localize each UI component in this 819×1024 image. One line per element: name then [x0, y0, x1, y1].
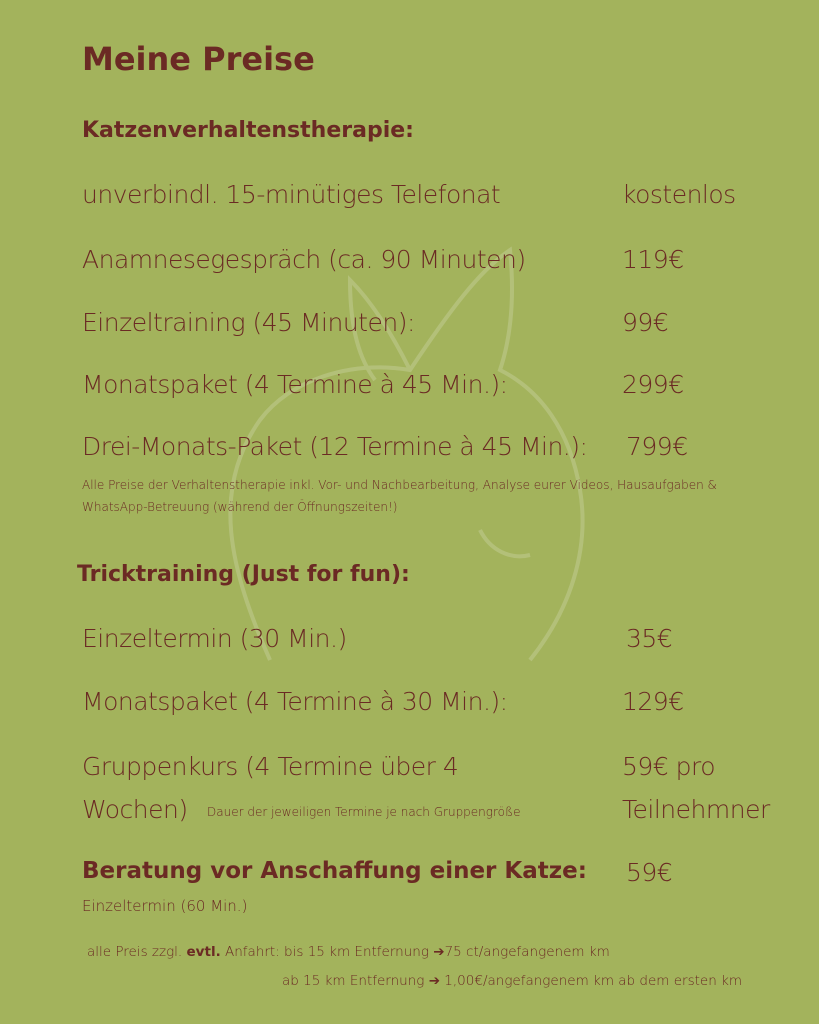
- item-price: 35€: [626, 624, 673, 653]
- arrow-right-icon: ➔: [433, 944, 445, 960]
- item-price: 99€: [622, 308, 669, 337]
- item-price: 129€: [622, 687, 684, 716]
- item-label: Einzeltraining (45 Minuten):: [82, 308, 415, 337]
- travel-prefix: alle Preis zzgl.: [87, 944, 183, 960]
- item-price: 59€ pro: [622, 752, 716, 781]
- arrow-right-icon: ➔: [428, 973, 440, 989]
- item-price: 299€: [622, 370, 684, 399]
- travel-rate: 75 ct/angefangenem km: [444, 944, 610, 960]
- travel-rest: Anfahrt: bis 15 km Entfernung: [225, 944, 429, 960]
- beratung-price: 59€: [626, 858, 673, 887]
- travel-far-rate: 1,00€/angefangenem km ab dem ersten km: [444, 973, 743, 989]
- item-label: Monatspaket (4 Termine à 30 Min.):: [82, 687, 508, 716]
- item-label: Anamnesegespräch (ca. 90 Minuten): [82, 245, 526, 274]
- beratung-sub: Einzeltermin (60 Min.): [82, 897, 248, 915]
- page-title: Meine Preise: [82, 40, 315, 78]
- item-price: 799€: [626, 432, 688, 461]
- item-label: Einzeltermin (30 Min.): [82, 624, 347, 653]
- item-price: kostenlos: [622, 180, 736, 209]
- section-heading-verhaltenstherapie: Katzenverhaltenstherapie:: [82, 118, 414, 143]
- item-label: unverbindl. 15-minütiges Telefonat: [82, 180, 501, 209]
- section-heading-tricktraining: Tricktraining (Just for fun):: [77, 562, 410, 587]
- item-label: Drei-Monats-Paket (12 Termine à 45 Min.):: [82, 432, 588, 461]
- travel-far: ab 15 km Entfernung: [282, 973, 425, 989]
- group-size-note: Dauer der jeweiligen Termine je nach Gruppengröße: [207, 805, 521, 819]
- item-label: Monatspaket (4 Termine à 45 Min.):: [82, 370, 508, 399]
- therapy-note: Alle Preise der Verhaltenstherapie inkl. Vor- und Nachbearbeitung, Analyse eurer Videos, Hausaufgaben & WhatsApp-Betreuung (während der Öffnungszeiten!): [82, 478, 717, 514]
- item-label: Wochen): [82, 795, 188, 824]
- travel-bold: evtl.: [186, 944, 221, 960]
- beratung-heading: Beratung vor Anschaffung einer Katze:: [82, 858, 587, 884]
- travel-note-line1: [87, 944, 610, 960]
- item-price: Teilnehmner: [622, 795, 770, 824]
- travel-note-line2: [282, 973, 742, 989]
- item-label: Gruppenkurs (4 Termine über 4: [82, 752, 459, 781]
- item-price: 119€: [622, 245, 684, 274]
